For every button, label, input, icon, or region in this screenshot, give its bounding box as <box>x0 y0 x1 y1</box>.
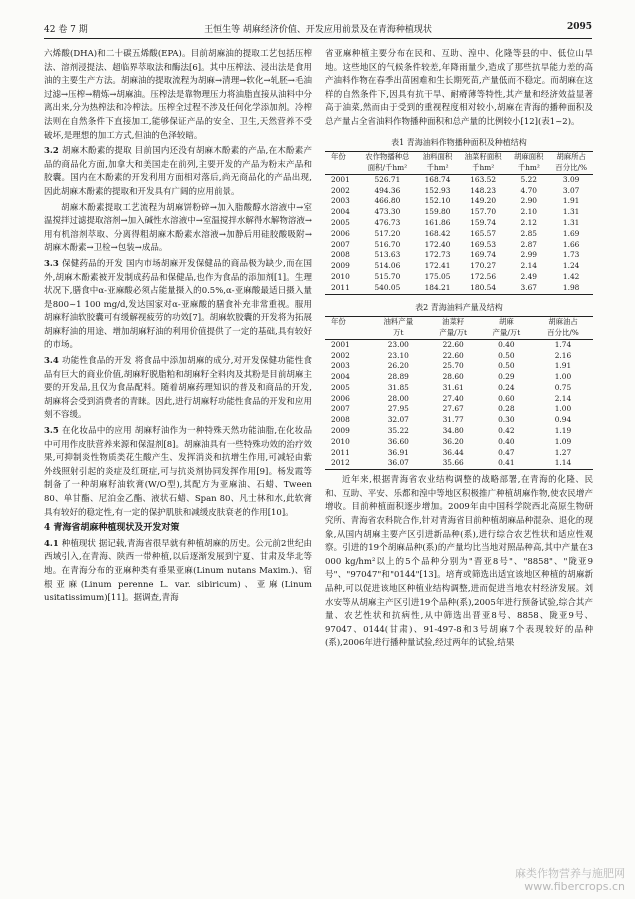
table-cell: 36.07 <box>370 458 426 469</box>
table-cell: 1.24 <box>562 261 580 271</box>
table-cell: 2.99 <box>520 250 537 260</box>
watermark <box>515 867 625 893</box>
table1-header-row <box>325 152 593 163</box>
column-header: 农作物播种总 <box>358 152 417 163</box>
table-cell: 0.50 <box>498 361 515 371</box>
running-header <box>44 22 592 36</box>
table-cell: 172.41 <box>424 261 451 271</box>
paragraph-text: 功能性食品的开发 将食品中添加胡麻的成分,对开发保健功能性食品有巨大的商业价值,胡麻籽脱脂粕和胡麻籽全料肉及其粉是目前胡麻主要的开发品,且仅为食品配料。随着胡麻药理知识的普及和商品的开发,胡麻将会受到消费者的青睐。因此,进行胡麻籽功能性食品的开发和应用刻不容缓。 <box>44 356 312 421</box>
paragraph <box>44 355 312 423</box>
paragraph-text: 近年来,根据青海省农业结构调整的战略部署,在青海的化隆、民和、互助、平安、乐都和湟中等地区积极推广种植胡麻作物,使农民增产增收。目前种植面积逐步增加。2009年由中国科学院西北高原生物研究所、青海省农科院合作,针对青海省目前种植胡麻品种混杂、退化的现象,从国内胡麻主要产区引进新品种(系),进行综合农艺性状和适应性观察。引进的19个胡麻品种(系)的产量均比当地对照品种高,其中产量在3 000 kg/hm²以上的5个品种分别为"晋亚8号"、"8858"、"陇亚9号"、"97047"和"0144"[13]。培育或筛选出适宜该地区种植的胡麻新品种,可以促进该地区种植业结构调整,进而促进当地农村经济发展。刘水安等从胡麻主产区引进19个品种(系),2005年进行预备试验,综合其产量、农艺性状和抗病性,从中筛选出晋亚8号、8858、陇亚9号、97047、0144(甘肃)、91-497-8和3号胡麻7个表现较好的品种(系),2006年进行播种量试验,经过两年的试验,结果 <box>325 475 593 649</box>
table-cell: 2.87 <box>520 239 537 249</box>
table-cell: 161.86 <box>424 217 451 227</box>
table-cell: 1.66 <box>562 239 580 249</box>
right-column <box>325 48 593 653</box>
table-row <box>325 426 593 437</box>
table-cell: 159.74 <box>470 217 497 227</box>
table-cell: 170.27 <box>470 261 497 271</box>
table-cell: 0.28 <box>498 404 515 414</box>
section-number: 4.1 <box>44 538 62 549</box>
table-cell: 26.20 <box>387 361 409 371</box>
table-cell: 514.06 <box>374 261 401 271</box>
table-cell: 2006 <box>331 228 350 238</box>
table-cell: 0.30 <box>498 415 515 425</box>
table-cell: 169.53 <box>470 239 497 249</box>
paragraph <box>44 258 312 353</box>
table-cell: 2012 <box>325 458 370 469</box>
table2-header-units-row <box>325 328 593 339</box>
table-cell: 1.91 <box>562 196 580 206</box>
table-cell: 2011 <box>325 283 358 294</box>
table-cell: 2004 <box>331 207 350 217</box>
table-cell: 175.05 <box>424 271 451 281</box>
table-cell: 1.31 <box>562 207 580 217</box>
paragraph-text: 六烯酸(DHA)和二十碳五烯酸(EPA)。目前胡麻油的提取工艺包括压榨法、溶剂浸提法、超临界萃取法和酶法[6]。其中压榨法、浸出法是食用油的主要生产方法。胡麻油的提取流程为胡麻→清理→软化→轧胚→毛油过滤→压榨→精炼→胡麻油。压榨法是靠物理压力将油脂直接从油料中分离出来,分为热榨法和冷榨法。压榨全过程不涉及任何化学添加剂。冷榨法则在自然条件下直接加工,能够保证产品的安全、卫生,天然营养不受破坏,是理想的加工方式,但油的色泽较暗。 <box>44 49 312 141</box>
section-heading: 4 青海省胡麻种植现状及开发对策 <box>44 523 180 534</box>
table-cell: 168.74 <box>424 174 451 184</box>
table-cell: 159.80 <box>424 207 451 217</box>
table-cell: 32.07 <box>387 415 409 425</box>
table-cell: 0.41 <box>480 458 533 469</box>
table-row <box>325 207 593 218</box>
table-row <box>325 415 593 426</box>
table-cell: 28.60 <box>442 372 464 382</box>
paragraph-text: 胡麻木酚素的提取 目前国内还没有胡麻木酚素的产品,在木酚素产品的商品化方面,加拿大和美国走在前列,主要开发的产品为粉末产品和胶囊。国内在木酚素的开发利用方面相对落后,尚无商品化的产品出现,因此胡麻木酚素的提取和开发具有广阔的应用前景。 <box>44 146 312 197</box>
table-cell: 0.60 <box>498 393 515 403</box>
table-cell: 35.22 <box>387 426 409 436</box>
column-header: 胡麻油占 <box>533 317 593 328</box>
table-cell: 2.16 <box>554 350 572 360</box>
table-cell: 35.66 <box>427 458 480 469</box>
column-unit: 面积/千hm² <box>358 163 417 174</box>
table-cell: 172.73 <box>424 250 451 260</box>
table-cell: 168.42 <box>424 228 451 238</box>
table-cell: 0.40 <box>498 436 515 446</box>
column-header: 油料面积 <box>417 152 458 163</box>
table-cell: 494.36 <box>374 185 401 195</box>
table-cell: 2005 <box>331 217 350 227</box>
table-cell: 27.95 <box>387 404 409 414</box>
column-header: 胡麻 <box>480 317 533 328</box>
column-header: 年份 <box>325 152 358 163</box>
paragraph-text: 在化妆品中的应用 胡麻籽油作为一种特殊天然功能油脂,在化妆品中可用作皮肤营养来源和保湿剂[8]。胡麻油具有一些特殊功效的治疗效果,可抑制炎性物质类花生酸产生、发挥消炎和抗增生作用,可减轻由紫外线照射引起的炎症及红斑症,可与抗炎剂协同发挥作用[9]。杨发霞等制备了一种胡麻籽油软膏(W/O型),其配方为亚麻油、石蜡、Tween 80、单甘酯、尼泊金乙酯、液状石蜡、Span 80、凡士林和水,此软膏具有较好的稳定性,有一定的保护肌肤和减缓皮肤衰老的作用[10]。 <box>44 426 312 518</box>
table1-body <box>325 174 593 294</box>
column-unit: 产量/万t <box>480 328 533 339</box>
table-cell: 23.10 <box>387 350 409 360</box>
table-cell: 1.74 <box>554 339 572 349</box>
table-cell: 2008 <box>331 415 350 425</box>
table2-body <box>325 339 593 470</box>
table-row <box>325 174 593 185</box>
table-cell: 2.12 <box>520 217 537 227</box>
table-cell: 22.60 <box>442 350 464 360</box>
table-row <box>325 351 593 362</box>
table-cell: 1.09 <box>554 436 572 446</box>
table-cell: 3.07 <box>562 185 580 195</box>
table-cell: 3.09 <box>562 174 580 184</box>
table-row <box>325 218 593 229</box>
table-cell: 0.29 <box>498 372 515 382</box>
table-cell: 476.73 <box>374 217 401 227</box>
table-row <box>325 383 593 394</box>
table-cell: 2.49 <box>520 271 537 281</box>
table-cell: 2.14 <box>520 261 537 271</box>
page-number: 2095 <box>566 22 592 32</box>
table-cell: 169.74 <box>470 250 497 260</box>
table1-header-units-row <box>325 163 593 174</box>
table-cell: 1.31 <box>562 217 580 227</box>
table-cell: 5.22 <box>520 174 537 184</box>
table-cell: 2007 <box>331 404 350 414</box>
table-cell: 2010 <box>331 436 350 446</box>
table-cell: 2006 <box>331 393 350 403</box>
column-header: 年份 <box>325 317 370 328</box>
table-cell: 0.94 <box>554 415 572 425</box>
column-header: 油菜籽面积 <box>458 152 508 163</box>
table-cell: 2004 <box>331 372 350 382</box>
volume-issue: 42 卷 7 期 <box>44 25 88 35</box>
section-number: 3.3 <box>44 258 62 269</box>
table-cell: 1.00 <box>554 404 572 414</box>
table-cell: 28.00 <box>387 393 409 403</box>
table-cell: 36.60 <box>387 436 409 446</box>
table-row <box>325 186 593 197</box>
paragraph <box>44 538 312 606</box>
table-cell: 25.70 <box>442 361 464 371</box>
table-cell: 22.60 <box>442 339 464 349</box>
table-cell: 526.71 <box>374 174 401 184</box>
table-cell: 28.89 <box>387 372 409 382</box>
table-cell: 2003 <box>331 196 350 206</box>
table-cell: 152.10 <box>424 196 451 206</box>
table-cell: 1.42 <box>562 271 580 281</box>
table-cell: 2005 <box>331 382 350 392</box>
table1-caption: 表1 青海油料作物播种面积及种植结构 <box>391 137 527 147</box>
watermark-url: www.fibercrops.cn <box>524 880 625 893</box>
table-cell: 2.10 <box>520 207 537 217</box>
table-cell: 1.98 <box>549 283 593 294</box>
table-row <box>325 394 593 405</box>
table-row <box>325 361 593 372</box>
table-cell: 473.30 <box>374 207 401 217</box>
column-unit: 千hm² <box>458 163 508 174</box>
table-row <box>325 240 593 251</box>
table-cell: 172.40 <box>424 239 451 249</box>
column-unit: 千hm² <box>508 163 549 174</box>
table-row <box>325 229 593 240</box>
table-cell: 27.67 <box>442 404 464 414</box>
right-column-top-text <box>325 48 593 130</box>
table-cell: 1.73 <box>562 250 580 260</box>
table-cell: 2003 <box>331 361 350 371</box>
table-cell: 2002 <box>331 185 350 195</box>
column-unit <box>325 328 370 339</box>
table-row <box>325 339 593 350</box>
table-cell: 517.20 <box>374 228 401 238</box>
table-cell: 2008 <box>331 250 350 260</box>
table-cell: 515.70 <box>374 271 401 281</box>
table-cell: 3.67 <box>508 283 549 294</box>
column-unit: 千hm² <box>417 163 458 174</box>
table-cell: 149.20 <box>470 196 497 206</box>
table-cell: 23.00 <box>387 339 409 349</box>
table-cell: 36.44 <box>442 447 464 457</box>
table-cell: 0.75 <box>554 382 572 392</box>
table-cell: 152.93 <box>424 185 451 195</box>
header-rule <box>44 38 592 39</box>
table-row <box>325 261 593 272</box>
paragraph <box>44 425 312 520</box>
table-cell: 34.80 <box>442 426 464 436</box>
table-cell: 2.90 <box>520 196 537 206</box>
table-row <box>325 404 593 415</box>
table-cell: 516.70 <box>374 239 401 249</box>
table-cell: 163.52 <box>470 174 497 184</box>
paragraph <box>44 202 312 256</box>
column-unit: 百分比/% <box>533 328 593 339</box>
table-cell: 2.14 <box>554 393 572 403</box>
table-row <box>325 448 593 459</box>
table-cell: 31.61 <box>442 382 464 392</box>
table-cell: 1.27 <box>554 447 572 457</box>
table-cell: 184.21 <box>417 283 458 294</box>
paragraph-text: 种植现状 据记载,青海省很早就有种植胡麻的历史。公元前2世纪由西域引入,在青海、陕西一带种植,以后逐渐发展到宁夏、甘肃及华北等地。在青海分布的亚麻种类有垂果亚麻(Linum nutans Maxim.)、宿根亚麻(Linum perenne L. var. sibiricum)、亚麻(Linum usitatissimum)[11]。据调查,青海 <box>44 538 312 604</box>
table-cell: 172.56 <box>470 271 497 281</box>
section-number: 3.5 <box>44 426 62 437</box>
table-cell: 36.91 <box>387 447 409 457</box>
column-header: 油料产量 <box>370 317 426 328</box>
table-cell: 2001 <box>331 339 350 349</box>
table-cell: 1.91 <box>554 361 572 371</box>
table-cell: 513.63 <box>374 250 401 260</box>
table-cell: 2010 <box>331 271 350 281</box>
table2-caption: 表2 青海油料产量及结构 <box>415 302 503 312</box>
table1 <box>325 151 593 294</box>
table-cell: 1.00 <box>554 372 572 382</box>
table-cell: 148.23 <box>470 185 497 195</box>
table-cell: 0.42 <box>498 426 515 436</box>
table2 <box>325 316 593 470</box>
table-cell: 0.47 <box>498 447 515 457</box>
table-row <box>325 283 593 294</box>
table-cell: 2001 <box>331 174 350 184</box>
column-unit <box>325 163 358 174</box>
table-cell: 0.24 <box>498 382 515 392</box>
column-unit: 万t <box>370 328 426 339</box>
table-cell: 27.40 <box>442 393 464 403</box>
table-cell: 157.70 <box>470 207 497 217</box>
table-row <box>325 196 593 207</box>
table-cell: 2009 <box>331 426 350 436</box>
section-number: 3.4 <box>44 356 62 367</box>
table-row <box>325 272 593 283</box>
table-cell: 1.19 <box>554 426 572 436</box>
table-cell: 2.85 <box>520 228 537 238</box>
table2-header-row <box>325 317 593 328</box>
table-cell: 2007 <box>331 239 350 249</box>
table-cell: 165.57 <box>470 228 497 238</box>
paragraph <box>44 48 312 143</box>
table-cell: 1.14 <box>533 458 593 469</box>
table-cell: 31.77 <box>442 415 464 425</box>
right-column-bottom-text <box>325 474 593 651</box>
watermark-site-name: 麻类作物营养与施肥网 <box>515 867 625 880</box>
paragraph <box>325 474 593 651</box>
paragraph <box>44 145 312 199</box>
table-cell: 4.70 <box>520 185 537 195</box>
paragraph-text: 省亚麻种植主要分布在民和、互助、湟中、化隆等县的中、低位山旱地。这些地区的气候条件较差,年降雨量少,造成了那些抗旱能力差的高产油料作物在春季出苗困难和生长期死苗,产量低而不稳定。而胡麻在这样的自然条件下,因具有抗干旱、耐瘠薄等特性,其产量和经济效益显著高于油菜,然而由于受到的重视程度相对较小,胡麻在青海的播种面积及总产量占全省油料作物播种面积和总产量的比例较小[12](表1~2)。 <box>325 49 593 127</box>
table-cell: 0.40 <box>498 339 515 349</box>
table-cell: 1.69 <box>562 228 580 238</box>
table-row <box>325 372 593 383</box>
column-header: 胡麻面积 <box>508 152 549 163</box>
column-unit: 产量/万t <box>427 328 480 339</box>
table-row <box>325 437 593 448</box>
table-cell: 540.05 <box>358 283 417 294</box>
table-cell: 180.54 <box>458 283 508 294</box>
column-header: 油菜籽 <box>427 317 480 328</box>
table-cell: 466.80 <box>374 196 401 206</box>
table-cell: 2002 <box>331 350 350 360</box>
table-cell: 31.85 <box>387 382 409 392</box>
table-cell: 2009 <box>331 261 350 271</box>
left-column <box>44 48 312 608</box>
table-row <box>325 458 593 469</box>
running-title: 王恒生等 胡麻经济价值、开发应用前景及在青海种植现状 <box>204 25 432 35</box>
paragraph <box>325 48 593 130</box>
table-cell: 0.50 <box>498 350 515 360</box>
column-unit: 百分比/% <box>549 163 593 174</box>
table-cell: 2011 <box>331 447 350 457</box>
paragraph-text: 胡麻木酚素提取工艺流程为胡麻饼粉碎→加入脂酸醇水溶液中→室温搅拌过滤提取溶剂→加入碱性水溶液中→室温搅拌水解得水解物溶液→用有机溶剂萃取、分离得粗胡麻木酚素水溶液→加静后用硅胶酸吸附→胡麻木酚素→卫检→包装→成品。 <box>44 202 312 254</box>
section-number: 3.2 <box>44 146 62 157</box>
table-cell: 36.20 <box>442 436 464 446</box>
paragraph-text: 保健药品的开发 国内市场胡麻开发保健品的商品极为缺少,而在国外,胡麻木酚素被开发制成药品和保健品,也作为食品的添加剂[1]。生理状况下,膳食中α-亚麻酸必须占能量摄入的0.5%,α-亚麻酸最适日摄入量是800~1 100 mg/d,发达国家对α-亚麻酸的膳食补充非常重视。服用胡麻籽油软胶囊可有缓解视疲劳的功效[7]。胡麻软胶囊的开发将为拓展胡麻籽油的用途、增加胡麻籽油的利用价值提供了一定的基础,具有较好的市场。 <box>44 258 312 351</box>
table-row <box>325 250 593 261</box>
column-header: 胡麻所占 <box>549 152 593 163</box>
